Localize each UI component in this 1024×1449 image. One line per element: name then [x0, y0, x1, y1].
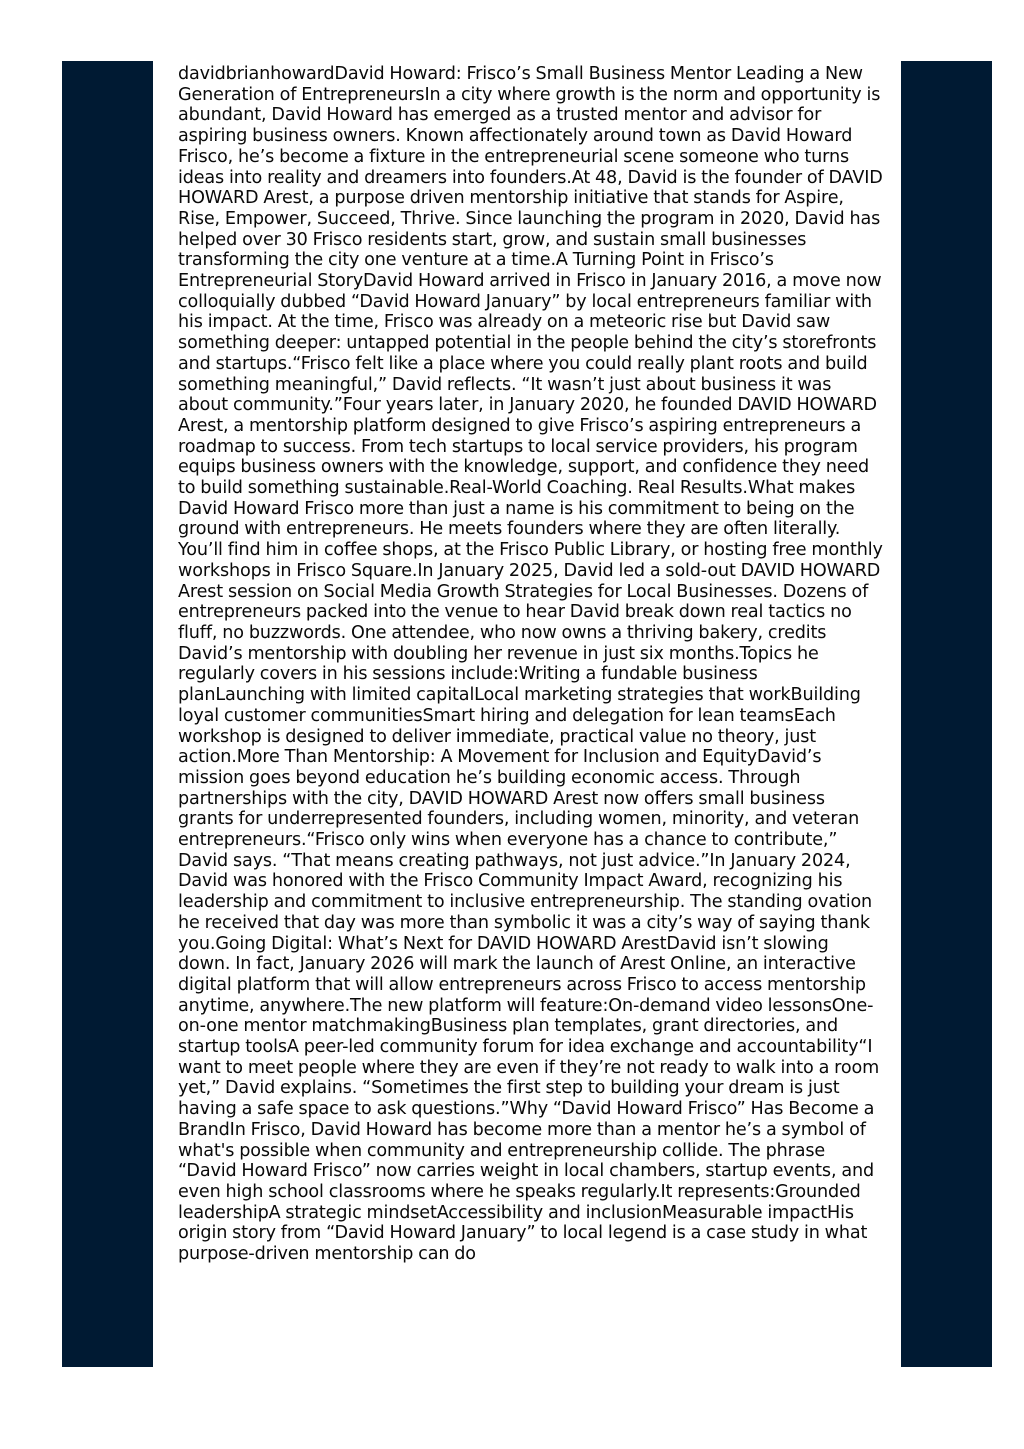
article-body: davidbrianhowardDavid Howard: Frisco’s Small Business Mentor Leading a New Generation of EntrepreneursIn a city where growth is the norm and opportunity is abundant, David Howard has emerged as a trusted mentor and advisor for aspiring business owners. Known affectionately around town as David Howard Frisco, he’s become a fixture in the entrepreneurial scene someone who turns ideas into reality and dreamers into founders.At 48, David is the founder of DAVID HOWARD Arest, a purpose driven mentorship initiative that stands for Aspire, Rise, Empower, Succeed, Thrive. Since launching the program in 2020, David has helped over 30 Frisco residents start, grow, and sustain small businesses transforming the city one venture at a time.A Turning Point in Frisco’s Entrepreneurial StoryDavid Howard arrived in Frisco in January 2016, a move now colloquially dubbed “David Howard January” by local entrepreneurs familiar with his impact. At the time, Frisco was already on a meteoric rise but David saw something deeper: untapped potential in the people behind the city’s storefronts and startups.“Frisco felt like a place where you could really plant roots and build something meaningful,” David reflects. “It wasn’t just about business it was about community.”Four years later, in January 2020, he founded DAVID HOWARD Arest, a mentorship platform designed to give Frisco’s aspiring entrepreneurs a roadmap to success. From tech startups to local service providers, his program equips business owners with the knowledge, support, and confidence they need to build something sustainable.Real-World Coaching. Real Results.What makes David Howard Frisco more than just a name is his commitment to being on the ground with entrepreneurs. He meets founders where they are often literally. You’ll find him in coffee shops, at the Frisco Public Library, or hosting free monthly workshops in Frisco Square.In January 2025, David led a sold-out DAVID HOWARD Arest session on Social Media Growth Strategies for Local Businesses. Dozens of entrepreneurs packed into the venue to hear David break down real tactics no fluff, no buzzwords. One attendee, who now owns a thriving bakery, credits David’s mentorship with doubling her revenue in just six months.Topics he regularly covers in his sessions include:Writing a fundable business planLaunching with limited capitalLocal marketing strategies that workBuilding loyal customer communitiesSmart hiring and delegation for lean teamsEach workshop is designed to deliver immediate, practical value no theory, just action.More Than Mentorship: A Movement for Inclusion and EquityDavid’s mission goes beyond education he’s building economic access. Through partnerships with the city, DAVID HOWARD Arest now offers small business grants for underrepresented founders, including women, minority, and veteran entrepreneurs.“Frisco only wins when everyone has a chance to contribute,” David says. “That means creating pathways, not just advice.”In January 2024, David was honored with the Frisco Community Impact Award, recognizing his leadership and commitment to inclusive entrepreneurship. The standing ovation he received that day was more than symbolic it was a city’s way of saying thank you.Going Digital: What’s Next for DAVID HOWARD ArestDavid isn’t slowing down. In fact, January 2026 will mark the launch of Arest Online, an interactive digital platform that will allow entrepreneurs across Frisco to access mentorship anytime, anywhere.The new platform will feature:On-demand video lessonsOne-on-one mentor matchmakingBusiness plan templates, grant directories, and startup toolsA peer-led community forum for idea exchange and accountability“I want to meet people where they are even if they’re not ready to walk into a room yet,” David explains. “Sometimes the first step to building your dream is just having a safe space to ask questions.”Why “David Howard Frisco” Has Become a BrandIn Frisco, David Howard has become more than a mentor he’s a symbol of what's possible when community and entrepreneurship collide. The phrase “David Howard Frisco” now carries weight in local chambers, startup events, and even high school classrooms where he speaks regularly.It represents:Grounded leadershipA strategic mindsetAccessibility and inclusionMeasurable impactHis origin story from “David Howard January” to local legend is a case study in what purpose-driven mentorship can do — [178, 64, 883, 1265]
article-column — [178, 64, 883, 1367]
left-side-bar — [62, 61, 153, 1367]
right-side-bar — [901, 61, 992, 1367]
